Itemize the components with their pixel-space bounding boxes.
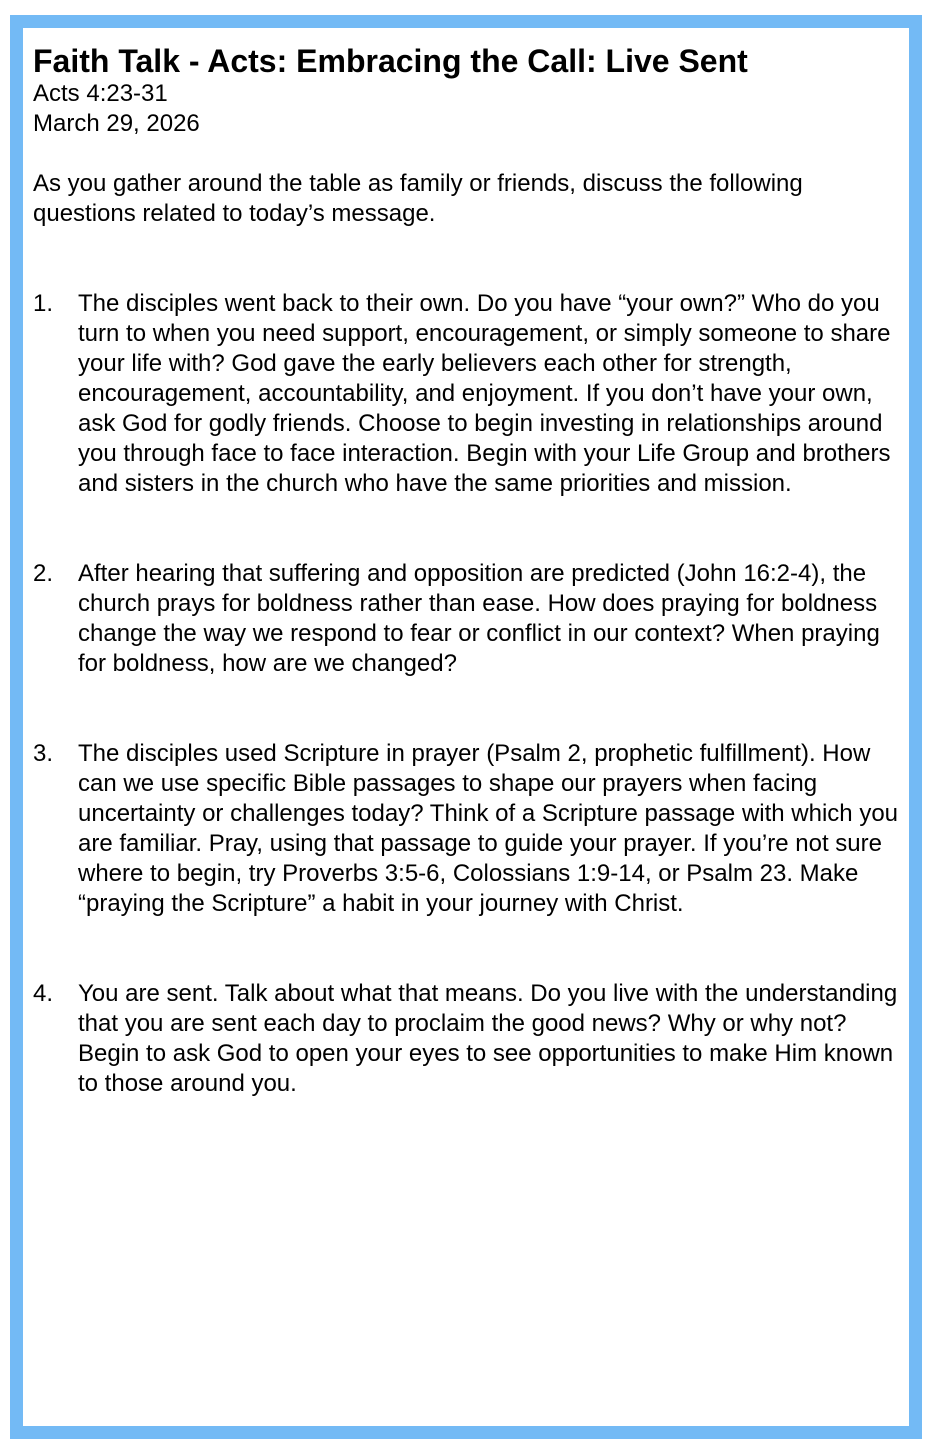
question-text: After hearing that suffering and opposition are predicted (John 16:2-4), the church prays for boldness rather than ease. How does praying for boldness change the way we respond to fear or conflict in our context? When praying for boldness, how are we changed? xyxy=(78,560,880,677)
question-text: You are sent. Talk about what that means. Do you live with the understanding that you are sent each day to proclaim the good news? Why or why not? Begin to ask God to open your eyes to see opportunities to make Him known to those around you. xyxy=(78,980,898,1097)
date-line: March 29, 2026 xyxy=(33,110,200,137)
question-item xyxy=(33,979,903,1099)
question-item xyxy=(33,739,903,919)
question-list xyxy=(33,289,903,1099)
question-number: 4. xyxy=(33,980,54,1007)
scripture-reference: Acts 4:23-31 xyxy=(33,80,168,107)
question-number: 1. xyxy=(33,290,54,317)
intro-paragraph: As you gather around the table as family or friends, discuss the following questions related to today’s message. xyxy=(33,170,803,227)
question-item xyxy=(33,289,903,499)
question-number: 2. xyxy=(33,560,54,587)
question-text: The disciples used Scripture in prayer (Psalm 2, prophetic fulfillment). How can we use specific Bible passages to shape our prayers when facing uncertainty or challenges today? Think of a Scripture passage with which you are familiar. Pray, using that passage to guide your prayer. If you’re not sure where to begin, try Proverbs 3:5-6, Colossians 1:9-14, or Psalm 23. Make “praying the Scripture” a habit in your journey with Christ. xyxy=(78,740,899,917)
question-text: The disciples went back to their own. Do you have “your own?” Who do you turn to when you need support, encouragement, or simply someone to share your life with? God gave the early believers each other for strength, encouragement, accountability, and enjoyment. If you don’t have your own, ask God for godly friends. Choose to begin investing in relationships around you through face to face interaction. Begin with your Life Group and brothers and sisters in the church who have the same priorities and mission. xyxy=(78,290,891,497)
page-frame xyxy=(10,15,922,1439)
document-content xyxy=(33,43,903,1159)
question-item xyxy=(33,559,903,679)
page-title: Faith Talk - Acts: Embracing the Call: Live Sent xyxy=(33,43,748,79)
question-number: 3. xyxy=(33,740,54,767)
